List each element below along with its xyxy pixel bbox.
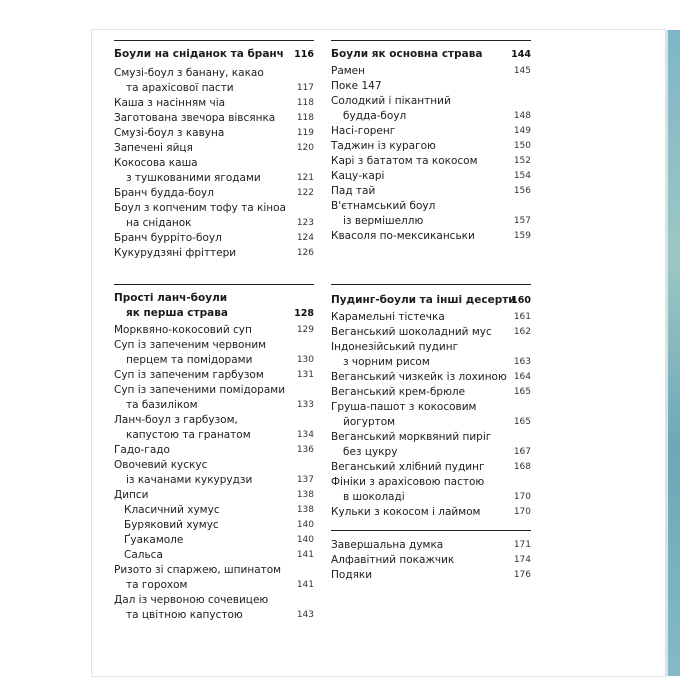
page-number: 152 — [513, 156, 531, 166]
entry-title: Фініки з арахісовою пастою — [331, 476, 485, 488]
entry-title: Суп із запеченим червоним — [114, 339, 267, 351]
toc-entry[interactable] — [331, 475, 531, 505]
page-number: 154 — [513, 171, 531, 181]
entry-title: Каша з насінням чіа — [114, 97, 226, 109]
section-title: Боули на сніданок та бранч — [114, 48, 284, 60]
toc-entry[interactable] — [331, 184, 531, 199]
entry-title: Смузі-боул з банану, какао — [114, 67, 264, 79]
page-number: 163 — [513, 357, 531, 367]
toc-entry[interactable] — [114, 156, 314, 186]
entry-title: Дал із червоною сочевицею — [114, 594, 269, 606]
page-number: 156 — [513, 186, 531, 196]
section-title: Прості ланч-боули — [114, 292, 228, 304]
page-number: 134 — [296, 430, 314, 440]
entry-title: Суп із запеченим гарбузом — [114, 369, 264, 381]
toc-entry[interactable] — [331, 79, 531, 94]
entry-title: Солодкий і пікантний — [331, 95, 451, 107]
entry-title: Таджин із курагою — [331, 140, 436, 152]
entry-title: Кацу-карі — [331, 170, 385, 182]
toc-entry[interactable] — [114, 323, 314, 338]
toc-entry[interactable] — [331, 430, 531, 460]
entry-title-cont: капустою та гранатом — [126, 429, 251, 441]
toc-entry[interactable] — [114, 458, 314, 488]
toc-entry[interactable] — [114, 201, 314, 231]
entry-title: Веганський крем-брюле — [331, 386, 466, 398]
toc-entry[interactable] — [331, 64, 531, 79]
entry-title-cont: та цвітною капустою — [126, 609, 243, 621]
page-number: 122 — [296, 188, 314, 198]
entry-title: Запечені яйця — [114, 142, 193, 154]
section-title: Пудинг-боули та інші десерти — [331, 294, 516, 306]
entry-title: Кульки з кокосом і лаймом — [331, 506, 481, 518]
page-number: 138 — [296, 490, 314, 500]
entry-title: Бранч будда-боул — [114, 187, 214, 199]
page-number: 165 — [513, 417, 531, 427]
book-spine-edge — [665, 30, 680, 676]
page-number: 141 — [296, 550, 314, 560]
toc-entry[interactable] — [331, 124, 531, 139]
page-number: 161 — [513, 312, 531, 322]
entry-title-cont: із вермішеллю — [343, 215, 424, 227]
entry-title: Ланч-боул з гарбузом, — [114, 414, 238, 426]
toc-entry[interactable] — [331, 199, 531, 229]
entry-title: Ризото зі спаржею, шпинатом — [114, 564, 282, 576]
toc-entry[interactable] — [331, 538, 531, 553]
page-number: 168 — [513, 462, 531, 472]
toc-entry[interactable] — [331, 370, 531, 385]
page-number: 145 — [513, 66, 531, 76]
toc-entry[interactable] — [114, 338, 314, 368]
page-number: 165 — [513, 387, 531, 397]
entry-title: Боул з копченим тофу та кіноа — [114, 202, 286, 214]
entry-title-cont: із качанами кукурудзи — [126, 474, 253, 486]
page-edge — [665, 30, 668, 676]
toc-subentry[interactable] — [114, 533, 314, 548]
toc-entry[interactable] — [331, 325, 531, 340]
toc-entry[interactable] — [114, 126, 314, 141]
toc-section-lunch[interactable] — [114, 291, 314, 321]
page-number: 129 — [296, 325, 314, 335]
entry-title: Алфавітний покажчик — [331, 554, 455, 566]
page-number: 138 — [296, 505, 314, 515]
page-number: 149 — [513, 126, 531, 136]
entry-title: Індонезійський пудинг — [331, 341, 459, 353]
entry-title: Суп із запеченими помідорами — [114, 384, 286, 396]
page-number: 170 — [513, 507, 531, 517]
entry-title: Завершальна думка — [331, 539, 444, 551]
page-number: 170 — [513, 492, 531, 502]
entry-title: Веганський морквяний пиріг — [331, 431, 492, 443]
toc-entry[interactable] — [114, 246, 314, 261]
toc-entry[interactable] — [331, 94, 531, 124]
toc-subentry[interactable] — [114, 503, 314, 518]
entry-title: Веганський шоколадний мус — [331, 326, 492, 338]
entry-title: Класичний хумус — [124, 504, 220, 516]
page-number: 130 — [296, 355, 314, 365]
toc-section-desserts[interactable] — [331, 293, 531, 308]
page-number: 143 — [296, 610, 314, 620]
entry-title: Сальса — [124, 549, 163, 561]
entry-title: Ґуакамоле — [124, 534, 184, 546]
page-number: 118 — [296, 98, 314, 108]
entry-title-cont: без цукру — [343, 446, 398, 458]
page-number: 124 — [296, 233, 314, 243]
page-number: 164 — [513, 372, 531, 382]
toc-entry[interactable] — [331, 229, 531, 244]
page-number: 120 — [296, 143, 314, 153]
toc-entry[interactable] — [331, 154, 531, 169]
toc-entry[interactable] — [114, 96, 314, 111]
toc-section-breakfast[interactable] — [114, 47, 314, 62]
entry-title: Веганський хлібний пудинг — [331, 461, 485, 473]
page-number: 128 — [294, 308, 314, 319]
entry-title: Смузі-боул з кавуна — [114, 127, 225, 139]
page-number: 150 — [513, 141, 531, 151]
entry-title: Поке 147 — [331, 80, 382, 92]
toc-entry[interactable] — [331, 505, 531, 520]
entry-title: Груша-пашот з кокосовим — [331, 401, 477, 413]
entry-title-cont: з тушкованими ягодами — [126, 172, 261, 184]
entry-title-cont: йогуртом — [343, 416, 396, 428]
toc-entry[interactable] — [114, 111, 314, 126]
section-title: Боули як основна страва — [331, 48, 483, 60]
toc-entry[interactable] — [331, 310, 531, 325]
page-number: 126 — [296, 248, 314, 258]
toc-entry[interactable] — [331, 169, 531, 184]
section-title-cont: як перша страва — [126, 307, 228, 319]
toc-entry[interactable] — [331, 400, 531, 430]
toc-entry[interactable] — [331, 340, 531, 370]
entry-title: Кокосова каша — [114, 157, 198, 169]
entry-title-cont: з чорним рисом — [343, 356, 430, 368]
entry-title: Насі-горенг — [331, 125, 396, 137]
page-number: 171 — [513, 540, 531, 550]
page-number: 157 — [513, 216, 531, 226]
toc-entry[interactable] — [114, 488, 314, 503]
toc-entry[interactable] — [114, 413, 314, 443]
page-number: 121 — [296, 173, 314, 183]
page-number: 123 — [296, 218, 314, 228]
entry-title-cont: перцем та помідорами — [126, 354, 253, 366]
page-number: 160 — [511, 295, 531, 306]
page-number: 167 — [513, 447, 531, 457]
entry-title: Подяки — [331, 569, 373, 581]
page-number: 136 — [296, 445, 314, 455]
page-number: 119 — [296, 128, 314, 138]
entry-title: Заготована звечора вівсянка — [114, 112, 276, 124]
page-number: 140 — [296, 520, 314, 530]
entry-title: Веганський чизкейк із лохиною — [331, 371, 507, 383]
page-number: 174 — [513, 555, 531, 565]
toc-entry[interactable] — [114, 66, 314, 96]
entry-title: Кукурудзяні фріттери — [114, 247, 237, 259]
section-rule — [331, 40, 531, 41]
entry-title: Дипси — [114, 489, 149, 501]
section-rule — [114, 40, 314, 41]
page-number: 162 — [513, 327, 531, 337]
page-number: 133 — [296, 400, 314, 410]
entry-title: Гадо-гадо — [114, 444, 170, 456]
toc-entry[interactable] — [331, 139, 531, 154]
entry-title: Морквяно-кокосовий суп — [114, 324, 252, 336]
section-rule — [331, 284, 531, 285]
page-number: 117 — [296, 83, 314, 93]
page-number: 176 — [513, 570, 531, 580]
entry-title-cont: в шоколаді — [343, 491, 405, 503]
toc-subentry[interactable] — [114, 518, 314, 533]
entry-title: Буряковий хумус — [124, 519, 219, 531]
entry-title: Бранч бурріто-боул — [114, 232, 222, 244]
toc-entry[interactable] — [331, 553, 531, 568]
entry-title: В'єтнамський боул — [331, 200, 436, 212]
page-number: 141 — [296, 580, 314, 590]
section-rule — [114, 284, 314, 285]
toc-subentry[interactable] — [114, 548, 314, 563]
page-number: 140 — [296, 535, 314, 545]
toc-entry[interactable] — [331, 568, 531, 583]
entry-title: Пад тай — [331, 185, 376, 197]
entry-title: Квасоля по-мексиканськи — [331, 230, 475, 242]
toc-entry[interactable] — [114, 563, 314, 593]
section-rule — [331, 530, 531, 531]
toc-entry[interactable] — [114, 368, 314, 383]
entry-title-cont: на сніданок — [126, 217, 192, 229]
entry-title-cont: та горохом — [126, 579, 188, 591]
page-number: 118 — [296, 113, 314, 123]
toc-entry[interactable] — [331, 385, 531, 400]
entry-title: Карі з бататом та кокосом — [331, 155, 478, 167]
toc-entry[interactable] — [114, 383, 314, 413]
entry-title-cont: та арахісової пасти — [126, 82, 234, 94]
entry-title: Рамен — [331, 65, 366, 77]
page-number: 148 — [513, 111, 531, 121]
entry-title: Овочевий кускус — [114, 459, 208, 471]
entry-title-cont: будда-боул — [343, 110, 407, 122]
toc-section-main[interactable] — [331, 47, 531, 62]
toc-entry[interactable] — [114, 231, 314, 246]
toc-entry[interactable] — [114, 443, 314, 458]
toc-entry[interactable] — [114, 141, 314, 156]
page-number: 131 — [296, 370, 314, 380]
entry-title-cont: та базиліком — [126, 399, 198, 411]
entry-title: Карамельні тістечка — [331, 311, 445, 323]
page-number: 159 — [513, 231, 531, 241]
toc-entry[interactable] — [114, 593, 314, 623]
toc-entry[interactable] — [331, 460, 531, 475]
page-number: 144 — [511, 49, 531, 60]
page-number: 116 — [294, 49, 314, 60]
page-number: 137 — [296, 475, 314, 485]
toc-entry[interactable] — [114, 186, 314, 201]
